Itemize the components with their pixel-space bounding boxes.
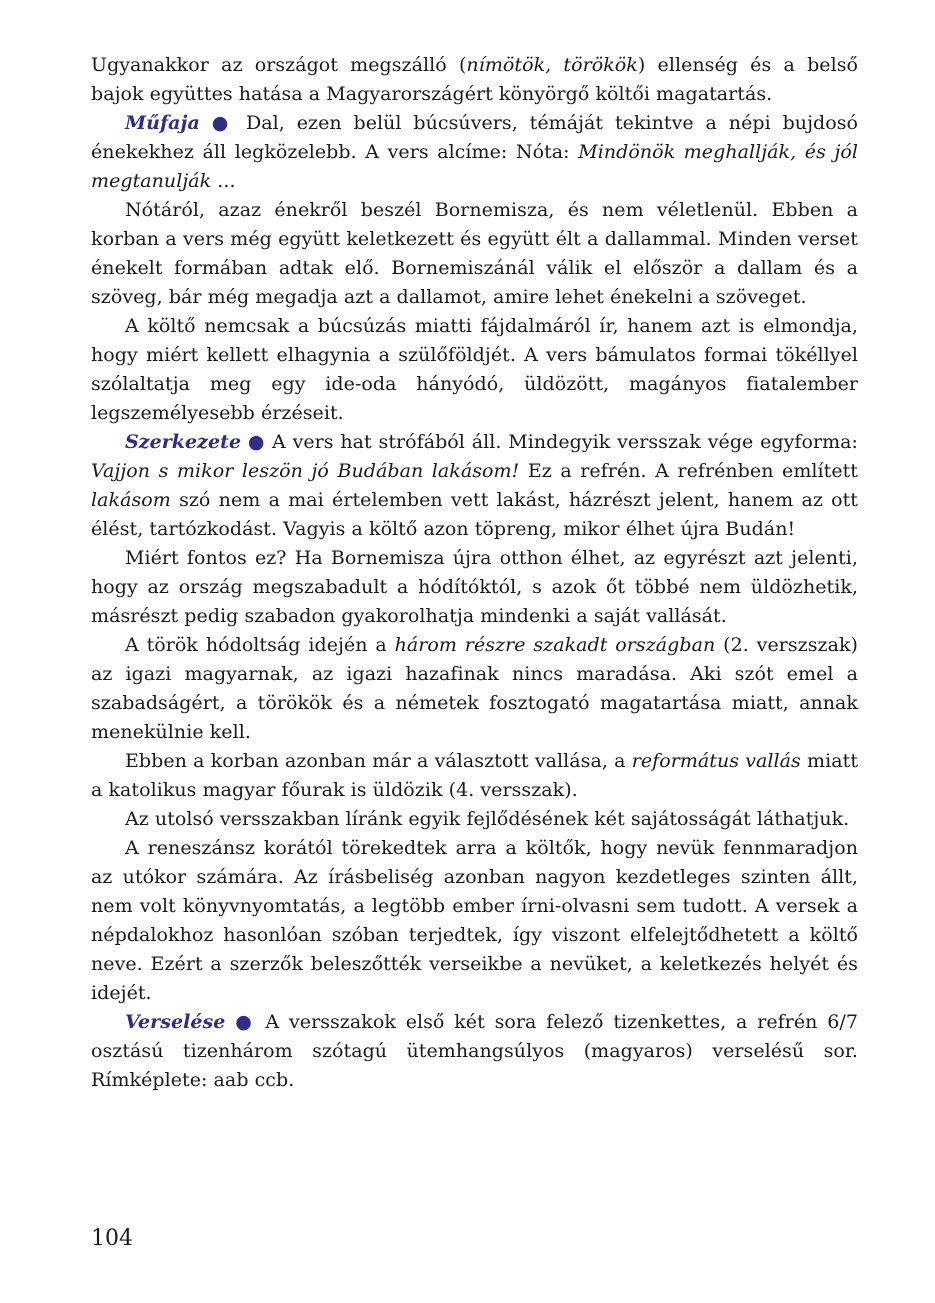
italic-phrase: református vallás (631, 750, 801, 772)
paragraph-mufaja (91, 109, 858, 196)
section-heading: Műfaja (125, 112, 200, 134)
text-run: ... (211, 170, 236, 192)
paragraph-10 (91, 834, 858, 1008)
italic-phrase: Mindönök meghallják, és jól megtanulják (91, 141, 859, 192)
text-run: A költő nemcsak a búcsúzás miatti fájdalmáról ír, hanem azt is elmondja, hogy miért kellett elhagynia a szülőföldjét. A vers bámulatos formai tökéllyel szólaltatja meg egy ide-oda hányódó, üldözött, magányos fiatalember legszemélyesebb érzéseit. (91, 315, 858, 424)
italic-phrase: Vajjon s mikor leszön jó Budában lakásom! (91, 460, 520, 482)
text-run: szó nem a mai értelemben vett lakást, házrészt jelent, hanem az ott élést, tartózkodást. Vagyis a költő azon töpreng, mikor élhet újra Budán! (91, 489, 858, 540)
text-run: A reneszánsz korától törekedtek arra a költők, hogy nevük fennmaradjon az utókor számára. Az írásbeliség azonban nagyon kezdetleges szinten állt, nem volt könyvnyomtatás, a legtöbb ember írni-olvasni sem tudott. A versek a népdalokhoz hasonlóan szóban terjedtek, így viszont elfelejtődhetett a költő neve. Ezért a szerzők beleszőtték verseikbe a nevüket, a keletkezés helyét és idejét. (91, 837, 858, 1004)
page-body (91, 51, 858, 1095)
italic-phrase: három részre szakadt országban (394, 634, 716, 656)
paragraph-3 (91, 196, 858, 312)
bullet-icon: ● (241, 431, 266, 453)
paragraph-9 (91, 805, 858, 834)
paragraph-6 (91, 544, 858, 631)
text-run: miatt a katolikus magyar főurak is üldözik (4. versszak). (91, 750, 858, 801)
section-heading: Szerkezete (125, 431, 242, 453)
text-run: Ugyanakkor az országot megszálló ( (91, 54, 467, 76)
text-run: Nótáról, azaz énekről beszél Bornemisza, és nem véletlenül. Ebben a korban a vers még együtt keletkezett és együtt élt a dallammal. Minden verset énekelt formában adtak elő. Bornemiszánál válik el először a dallam és a szöveg, bár még megadja azt a dallamot, amire lehet énekelni a szöveget. (91, 199, 858, 308)
text-run: A versszakok első két sora felező tizenkettes, a refrén 6/7 osztású tizenhárom szótagú ütemhangsúlyos (magyaros) verselésű sor. Rímképlete: aab ccb. (91, 1011, 858, 1091)
text-run: (2. verszszak) az igazi magyarnak, az igazi hazafinak nincs maradása. Aki szót emel a szabadságért, a törökök és a németek fosztogató magatartása miatt, annak menekülnie kell. (91, 634, 858, 743)
text-run: Miért fontos ez? Ha Bornemisza újra otthon élhet, az egyrészt azt jelenti, hogy az ország megszabadult a hódítóktól, s azok őt többé nem üldözhetik, másrészt pedig szabadon gyakorolhatja mindenki a saját vallását. (91, 547, 858, 627)
paragraph-szerkezete (91, 428, 858, 544)
text-run: Az utolsó versszakban líránk egyik fejlődésének két sajátosságát láthatjuk. (125, 808, 850, 830)
paragraph-8 (91, 747, 858, 805)
paragraph-4 (91, 312, 858, 428)
text-run: A vers hat strófából áll. Mindegyik versszak vége egyforma: (265, 431, 859, 453)
paragraph-7 (91, 631, 858, 747)
italic-phrase: lakásom (91, 489, 171, 511)
italic-phrase: nímötök, törökök (466, 54, 638, 76)
paragraph-1 (91, 51, 858, 109)
text-run: Dal, ezen belül búcsúvers, témáját tekintve a népi bujdosó énekekhez áll legközelebb. A vers alcíme: Nóta: (91, 112, 859, 163)
bullet-icon: ● (225, 1011, 256, 1033)
page-number: 104 (91, 1226, 133, 1251)
text-run: Ez a refrén. A refrénben említett (519, 460, 858, 482)
text-run: A török hódoltság idején a (125, 634, 395, 656)
bullet-icon: ● (199, 112, 235, 134)
paragraph-verselese (91, 1008, 858, 1095)
section-heading: Verselése (125, 1011, 226, 1033)
text-run: ) ellenség és a belső bajok együttes hatása a Magyarországért könyörgő költői magatartás. (91, 54, 858, 105)
text-run: Ebben a korban azonban már a választott vallása, a (125, 750, 632, 772)
